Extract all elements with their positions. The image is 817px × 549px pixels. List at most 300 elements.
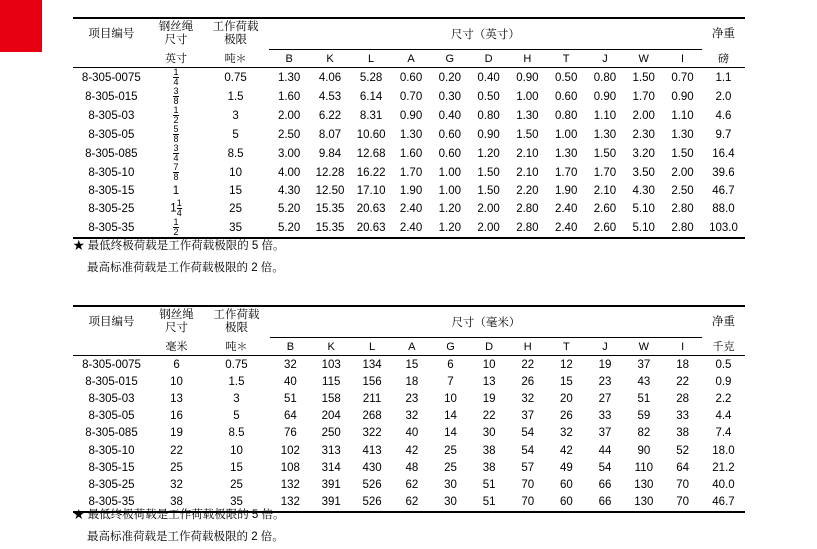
cell-dim-b: 1.30 <box>277 71 301 84</box>
cell-dim-k: 12.28 <box>315 166 345 179</box>
cell-dim-a: 48 <box>405 461 419 474</box>
cell-dim-g: 25 <box>444 444 457 457</box>
cell-dim-j: 1.70 <box>593 166 617 179</box>
cell-item-no: 8-305-015 <box>85 375 138 388</box>
cell-wll: 8.5 <box>228 427 245 440</box>
cell-rope-size: 13 <box>170 392 183 405</box>
cell-dim-a: 40 <box>405 427 419 440</box>
cell-dim-j: 44 <box>598 444 612 457</box>
cell-rope-size: 22 <box>170 444 183 457</box>
cell-dim-i: 70 <box>676 478 690 491</box>
cell-dim-i: 52 <box>676 444 690 457</box>
cell-dim-i: 0.90 <box>671 90 694 103</box>
cell-dim-h: 1.00 <box>516 90 539 103</box>
subheader-dim-g: G <box>430 50 469 68</box>
cell-item-no: 8-305-085 <box>85 147 138 160</box>
subheader-dim-g: G <box>431 338 470 356</box>
table-row <box>73 68 745 88</box>
cell-dim-h: 22 <box>521 358 535 371</box>
cell-net-weight: 0.5 <box>715 358 732 371</box>
header-wll-line2: 极限 <box>224 322 248 335</box>
cell-dim-i: 22 <box>676 375 690 388</box>
cell-net-weight: 46.7 <box>702 494 745 512</box>
cell-dim-b: 64 <box>283 410 297 423</box>
cell-dim-w: 90 <box>637 444 651 457</box>
cell-dim-l: 430 <box>362 461 382 474</box>
inch-table-notes <box>73 236 284 280</box>
cell-dim-l: 413 <box>362 444 382 457</box>
cell-dim-g: 14 <box>444 427 457 440</box>
cell-dim-b: 102 <box>280 444 300 457</box>
cell-dim-a: 1.90 <box>399 184 423 197</box>
cell-dim-w: 59 <box>637 410 651 423</box>
cell-rope-size: $\frac{5}{8}$ <box>173 124 179 144</box>
cell-dim-d: 2.00 <box>477 202 500 215</box>
cell-dim-j: 1.30 <box>593 128 617 141</box>
cell-dim-b: 5.20 <box>277 202 301 215</box>
cell-wll: 25 <box>230 478 243 491</box>
cell-dim-h: 37 <box>521 410 535 423</box>
subheader-net-weight-unit: 磅 <box>702 50 745 68</box>
red-corner-tab <box>0 0 42 52</box>
cell-dim-g: 14 <box>444 410 457 423</box>
cell-dim-k: 4.06 <box>318 71 342 84</box>
cell-dim-d: 0.90 <box>477 128 500 141</box>
cell-dim-g: 0.30 <box>438 90 462 103</box>
cell-rope-size: $\frac{1}{4}$ <box>173 67 179 87</box>
table-subheader-row <box>73 338 745 356</box>
cell-wll: 3 <box>233 392 240 405</box>
cell-dim-b: 4.00 <box>277 166 301 179</box>
cell-dim-d: 0.50 <box>477 90 500 103</box>
inch-note-line1: ★ 最低终极荷载是工作荷载极限的 5 倍。 <box>73 240 285 252</box>
cell-rope-size: 16 <box>170 410 183 423</box>
cell-dim-a: 1.30 <box>399 128 423 141</box>
cell-wll: 15 <box>229 184 242 197</box>
cell-dim-k: 12.50 <box>315 184 345 197</box>
cell-dim-k: 8.07 <box>318 128 342 141</box>
cell-dim-l: 20.63 <box>356 202 386 215</box>
cell-dim-j: 27 <box>598 392 612 405</box>
cell-dim-l: 12.68 <box>356 147 386 160</box>
cell-dim-w: 43 <box>637 375 651 388</box>
cell-dim-j: 23 <box>598 375 612 388</box>
cell-dim-i: 2.00 <box>671 166 694 179</box>
subheader-dim-w: W <box>624 338 663 356</box>
cell-item-no: 8-305-05 <box>88 128 135 141</box>
header-item-no: 项目编号 <box>73 18 150 50</box>
cell-dim-k: 313 <box>321 444 341 457</box>
cell-dim-w: 130 <box>634 478 654 491</box>
header-item-no: 项目编号 <box>73 306 150 338</box>
subheader-rope-size-unit: 英寸 <box>150 50 203 68</box>
cell-dim-k: 4.53 <box>318 90 342 103</box>
cell-dim-g: 1.00 <box>438 184 462 197</box>
cell-dim-h: 70 <box>508 494 547 512</box>
table-row <box>73 182 745 199</box>
cell-dim-i: 18 <box>676 358 690 371</box>
cell-rope-size: $\frac{3}{4}$ <box>173 143 179 163</box>
table-row <box>73 425 745 442</box>
cell-dim-k: 391 <box>321 478 341 491</box>
cell-dim-j: 2.60 <box>593 202 617 215</box>
cell-dim-g: 0.40 <box>438 109 462 122</box>
cell-dim-w: 110 <box>634 461 653 474</box>
cell-dim-a: 62 <box>393 494 432 512</box>
cell-wll: 35 <box>203 494 270 512</box>
cell-net-weight: 16.4 <box>712 147 735 160</box>
cell-dim-w: 5.10 <box>632 202 655 215</box>
subheader-dim-b: B <box>270 338 311 356</box>
cell-dim-t: 1.00 <box>554 128 578 141</box>
cell-dim-k: 314 <box>321 461 341 474</box>
header-rope-size-line1: 钢丝绳 <box>158 21 194 34</box>
header-dimensions: 尺寸（英寸） <box>269 18 702 50</box>
cell-dim-b: 2.00 <box>277 109 301 122</box>
subheader-dim-l: L <box>352 338 393 356</box>
cell-item-no: 8-305-35 <box>73 494 150 512</box>
metric-note-line1: ★ 最低终极荷载是工作荷载极限的 5 倍。 <box>73 509 285 521</box>
cell-dim-w: 130 <box>624 494 663 512</box>
cell-dim-k: 103 <box>321 358 341 371</box>
subheader-dim-k: K <box>309 50 350 68</box>
cell-dim-b: 2.50 <box>277 128 301 141</box>
cell-dim-t: 2.40 <box>547 218 586 238</box>
table-row <box>73 125 745 144</box>
cell-dim-l: 10.60 <box>356 128 386 141</box>
cell-rope-size: 19 <box>170 427 183 440</box>
cell-dim-a: 15 <box>405 358 419 371</box>
cell-dim-h: 2.10 <box>516 166 539 179</box>
cell-dim-t: 15 <box>560 375 573 388</box>
table-row <box>73 199 745 218</box>
table-row <box>73 144 745 163</box>
cell-dim-t: 0.80 <box>554 109 578 122</box>
cell-dim-w: 51 <box>637 392 651 405</box>
cell-dim-j: 19 <box>598 358 612 371</box>
cell-item-no: 8-305-15 <box>88 461 135 474</box>
table-row <box>73 408 745 425</box>
cell-dim-b: 132 <box>280 478 300 491</box>
cell-item-no: 8-305-0075 <box>81 71 141 84</box>
cell-dim-g: 0.20 <box>438 71 462 84</box>
cell-dim-t: 1.70 <box>554 166 578 179</box>
cell-dim-t: 49 <box>560 461 573 474</box>
cell-wll: 0.75 <box>225 358 248 371</box>
subheader-wll-unit: 吨＊ <box>203 338 270 356</box>
cell-dim-j: 66 <box>598 478 612 491</box>
cell-wll: 0.75 <box>224 71 247 84</box>
cell-wll: 5 <box>233 410 240 423</box>
cell-dim-a: 0.90 <box>399 109 423 122</box>
cell-dim-w: 4.30 <box>632 184 655 197</box>
cell-wll: 15 <box>230 461 243 474</box>
cell-net-weight: 46.7 <box>712 184 735 197</box>
subheader-blank-item <box>73 338 150 356</box>
cell-dim-b: 51 <box>283 392 297 405</box>
cell-net-weight: 88.0 <box>712 202 735 215</box>
cell-item-no: 8-305-015 <box>85 90 138 103</box>
table-header-row <box>73 18 745 50</box>
cell-dim-d: 1.50 <box>477 166 500 179</box>
cell-dim-k: 15.35 <box>309 218 350 238</box>
subheader-dim-w: W <box>624 50 663 68</box>
cell-item-no: 8-305-10 <box>88 444 135 457</box>
cell-net-weight: 4.4 <box>715 410 732 423</box>
cell-dim-a: 62 <box>405 478 419 491</box>
cell-item-no: 8-305-0075 <box>82 358 141 371</box>
cell-dim-w: 1.50 <box>632 71 655 84</box>
cell-dim-l: 322 <box>362 427 382 440</box>
cell-dim-d: 0.40 <box>477 71 500 84</box>
cell-item-no: 8-305-085 <box>85 427 138 440</box>
cell-dim-d: 51 <box>470 494 509 512</box>
cell-item-no: 8-305-03 <box>88 392 135 405</box>
cell-wll: 8.5 <box>227 147 244 160</box>
cell-dim-b: 76 <box>283 427 297 440</box>
inch-table-body <box>73 68 745 239</box>
cell-dim-i: 2.80 <box>671 202 694 215</box>
table-row <box>73 163 745 182</box>
cell-dim-d: 2.00 <box>469 218 508 238</box>
header-dimensions: 尺寸（毫米） <box>270 306 702 338</box>
cell-dim-g: 25 <box>444 461 457 474</box>
subheader-dim-t: T <box>547 338 586 356</box>
cell-dim-k: 204 <box>321 410 341 423</box>
table-row <box>73 87 745 106</box>
cell-dim-g: 30 <box>444 478 457 491</box>
cell-dim-l: 16.22 <box>356 166 386 179</box>
cell-dim-l: 211 <box>362 392 382 405</box>
table-row <box>73 106 745 125</box>
cell-dim-h: 1.50 <box>516 128 539 141</box>
cell-dim-i: 33 <box>676 410 690 423</box>
cell-dim-d: 1.50 <box>477 184 500 197</box>
header-wll-line1: 工作荷载 <box>213 309 260 322</box>
cell-dim-d: 22 <box>482 410 496 423</box>
table-subheader-row <box>73 50 745 68</box>
table-row <box>73 356 745 374</box>
metric-table-notes <box>73 505 284 549</box>
cell-dim-i: 64 <box>676 461 690 474</box>
header-rope-size <box>150 18 203 50</box>
cell-dim-j: 37 <box>598 427 612 440</box>
header-wll <box>203 306 270 338</box>
cell-rope-size: 10 <box>170 375 183 388</box>
cell-dim-i: 28 <box>676 392 690 405</box>
subheader-dim-b: B <box>269 50 310 68</box>
subheader-dim-d: D <box>470 338 509 356</box>
cell-dim-a: 0.60 <box>399 71 423 84</box>
cell-dim-j: 0.90 <box>593 90 617 103</box>
cell-item-no: 8-305-35 <box>73 218 150 238</box>
cell-dim-h: 2.80 <box>508 218 547 238</box>
cell-dim-a: 1.70 <box>399 166 423 179</box>
cell-dim-d: 13 <box>482 375 496 388</box>
subheader-rope-size-unit: 毫米 <box>150 338 203 356</box>
cell-dim-d: 0.80 <box>477 109 500 122</box>
cell-dim-b: 1.60 <box>277 90 301 103</box>
cell-dim-l: 6.14 <box>359 90 383 103</box>
cell-dim-d: 51 <box>482 478 496 491</box>
cell-dim-g: 30 <box>431 494 470 512</box>
cell-dim-g: 7 <box>447 375 454 388</box>
header-rope-size-line1: 钢丝绳 <box>159 309 194 322</box>
cell-dim-a: 23 <box>405 392 419 405</box>
subheader-dim-l: L <box>351 50 392 68</box>
cell-dim-h: 1.30 <box>516 109 539 122</box>
cell-net-weight: 103.0 <box>702 218 745 238</box>
cell-dim-j: 1.50 <box>593 147 617 160</box>
header-net-weight: 净重 <box>702 18 745 50</box>
cell-dim-t: 26 <box>560 410 573 423</box>
cell-net-weight: 1.1 <box>715 71 732 84</box>
cell-wll: 5 <box>232 128 239 141</box>
table-row <box>73 459 745 476</box>
cell-dim-j: 54 <box>598 461 612 474</box>
cell-dim-l: 17.10 <box>356 184 386 197</box>
table-header-row <box>73 306 745 338</box>
cell-dim-j: 0.80 <box>593 71 617 84</box>
cell-dim-w: 5.10 <box>624 218 663 238</box>
cell-dim-l: 526 <box>362 478 382 491</box>
cell-rope-size: 32 <box>170 478 183 491</box>
cell-dim-w: 3.20 <box>632 147 655 160</box>
cell-net-weight: 4.6 <box>715 109 732 122</box>
cell-dim-w: 2.00 <box>632 109 655 122</box>
cell-wll: 35 <box>202 218 268 238</box>
subheader-dim-k: K <box>311 338 352 356</box>
cell-dim-w: 2.30 <box>632 128 655 141</box>
cell-dim-t: 1.90 <box>554 184 578 197</box>
subheader-dim-t: T <box>547 50 586 68</box>
cell-dim-a: 18 <box>405 375 419 388</box>
cell-dim-b: 132 <box>270 494 311 512</box>
cell-dim-d: 38 <box>482 444 496 457</box>
cell-dim-g: 10 <box>444 392 457 405</box>
cell-dim-b: 32 <box>283 358 297 371</box>
header-rope-size-line2: 尺寸 <box>165 322 189 335</box>
subheader-dim-a: A <box>392 50 431 68</box>
cell-wll: 10 <box>229 166 242 179</box>
cell-dim-t: 60 <box>560 478 573 491</box>
cell-dim-l: 156 <box>362 375 382 388</box>
cell-dim-l: 8.31 <box>359 109 383 122</box>
cell-dim-k: 15.35 <box>315 202 345 215</box>
metric-table-body <box>73 356 745 512</box>
cell-dim-j: 33 <box>598 410 612 423</box>
header-wll <box>202 18 268 50</box>
cell-wll: 25 <box>229 202 242 215</box>
cell-dim-b: 5.20 <box>269 218 310 238</box>
cell-dim-g: 0.60 <box>438 128 462 141</box>
cell-dim-t: 12 <box>560 358 573 371</box>
cell-wll: 1.5 <box>228 375 245 388</box>
cell-item-no: 8-305-03 <box>88 109 135 122</box>
cell-dim-b: 4.30 <box>277 184 301 197</box>
cell-item-no: 8-305-15 <box>88 184 135 197</box>
cell-dim-i: 70 <box>663 494 702 512</box>
cell-net-weight: 0.9 <box>715 375 732 388</box>
subheader-dim-i: I <box>663 338 702 356</box>
cell-dim-b: 40 <box>283 375 297 388</box>
cell-wll: 1.5 <box>227 90 244 103</box>
cell-rope-size: 6 <box>173 358 180 371</box>
subheader-dim-i: I <box>663 50 702 68</box>
cell-dim-g: 0.60 <box>438 147 462 160</box>
cell-dim-d: 10 <box>482 358 496 371</box>
subheader-dim-d: D <box>469 50 508 68</box>
cell-dim-h: 57 <box>521 461 535 474</box>
cell-dim-b: 3.00 <box>277 147 301 160</box>
cell-dim-l: 20.63 <box>351 218 392 238</box>
cell-dim-i: 2.80 <box>663 218 702 238</box>
cell-rope-size: $\frac{7}{8}$ <box>173 162 179 182</box>
cell-dim-t: 32 <box>560 427 573 440</box>
cell-rope-size: 1 $\frac{1}{4}$ <box>170 198 182 219</box>
cell-dim-i: 0.70 <box>671 71 694 84</box>
cell-dim-a: 2.40 <box>399 202 423 215</box>
cell-dim-w: 3.50 <box>632 166 655 179</box>
cell-dim-k: 158 <box>321 392 341 405</box>
cell-dim-i: 1.50 <box>671 147 694 160</box>
cell-item-no: 8-305-05 <box>88 410 135 423</box>
cell-dim-t: 1.30 <box>554 147 578 160</box>
subheader-dim-j: J <box>586 338 625 356</box>
cell-dim-l: 268 <box>362 410 382 423</box>
cell-dim-t: 60 <box>547 494 586 512</box>
cell-dim-h: 26 <box>521 375 535 388</box>
cell-dim-t: 0.60 <box>554 90 578 103</box>
header-wll-line1: 工作荷载 <box>212 21 259 34</box>
cell-dim-w: 1.70 <box>632 90 655 103</box>
cell-dim-l: 5.28 <box>359 71 383 84</box>
cell-dim-j: 2.10 <box>593 184 617 197</box>
table-row <box>73 442 745 459</box>
header-net-weight: 净重 <box>702 306 745 338</box>
cell-dim-a: 32 <box>405 410 419 423</box>
cell-dim-h: 70 <box>521 478 535 491</box>
metric-spec-table <box>73 305 745 513</box>
cell-dim-l: 526 <box>352 494 393 512</box>
cell-dim-i: 38 <box>676 427 690 440</box>
cell-dim-h: 2.20 <box>516 184 539 197</box>
table-row <box>73 390 745 407</box>
inch-note-line2: 最高标准荷载是工作荷载极限的 2 倍。 <box>87 261 284 274</box>
subheader-blank-item <box>73 50 150 68</box>
cell-dim-t: 0.50 <box>554 71 578 84</box>
cell-rope-size: $\frac{1}{2}$ <box>150 218 203 238</box>
subheader-dim-h: H <box>508 50 547 68</box>
cell-dim-t: 42 <box>560 444 573 457</box>
cell-dim-i: 2.50 <box>671 184 694 197</box>
cell-dim-k: 9.84 <box>318 147 342 160</box>
cell-item-no: 8-305-25 <box>88 478 135 491</box>
cell-dim-a: 0.70 <box>399 90 423 103</box>
cell-rope-size: $\frac{1}{2}$ <box>173 105 179 125</box>
cell-dim-b: 108 <box>280 461 300 474</box>
cell-dim-t: 2.40 <box>554 202 578 215</box>
cell-dim-d: 30 <box>482 427 496 440</box>
cell-dim-k: 6.22 <box>318 109 342 122</box>
cell-dim-j: 66 <box>586 494 625 512</box>
header-wll-line2: 极限 <box>224 34 248 47</box>
cell-dim-w: 37 <box>637 358 651 371</box>
subheader-dim-a: A <box>393 338 432 356</box>
cell-dim-h: 0.90 <box>516 71 539 84</box>
cell-net-weight: 39.6 <box>712 166 735 179</box>
cell-dim-d: 1.20 <box>477 147 500 160</box>
